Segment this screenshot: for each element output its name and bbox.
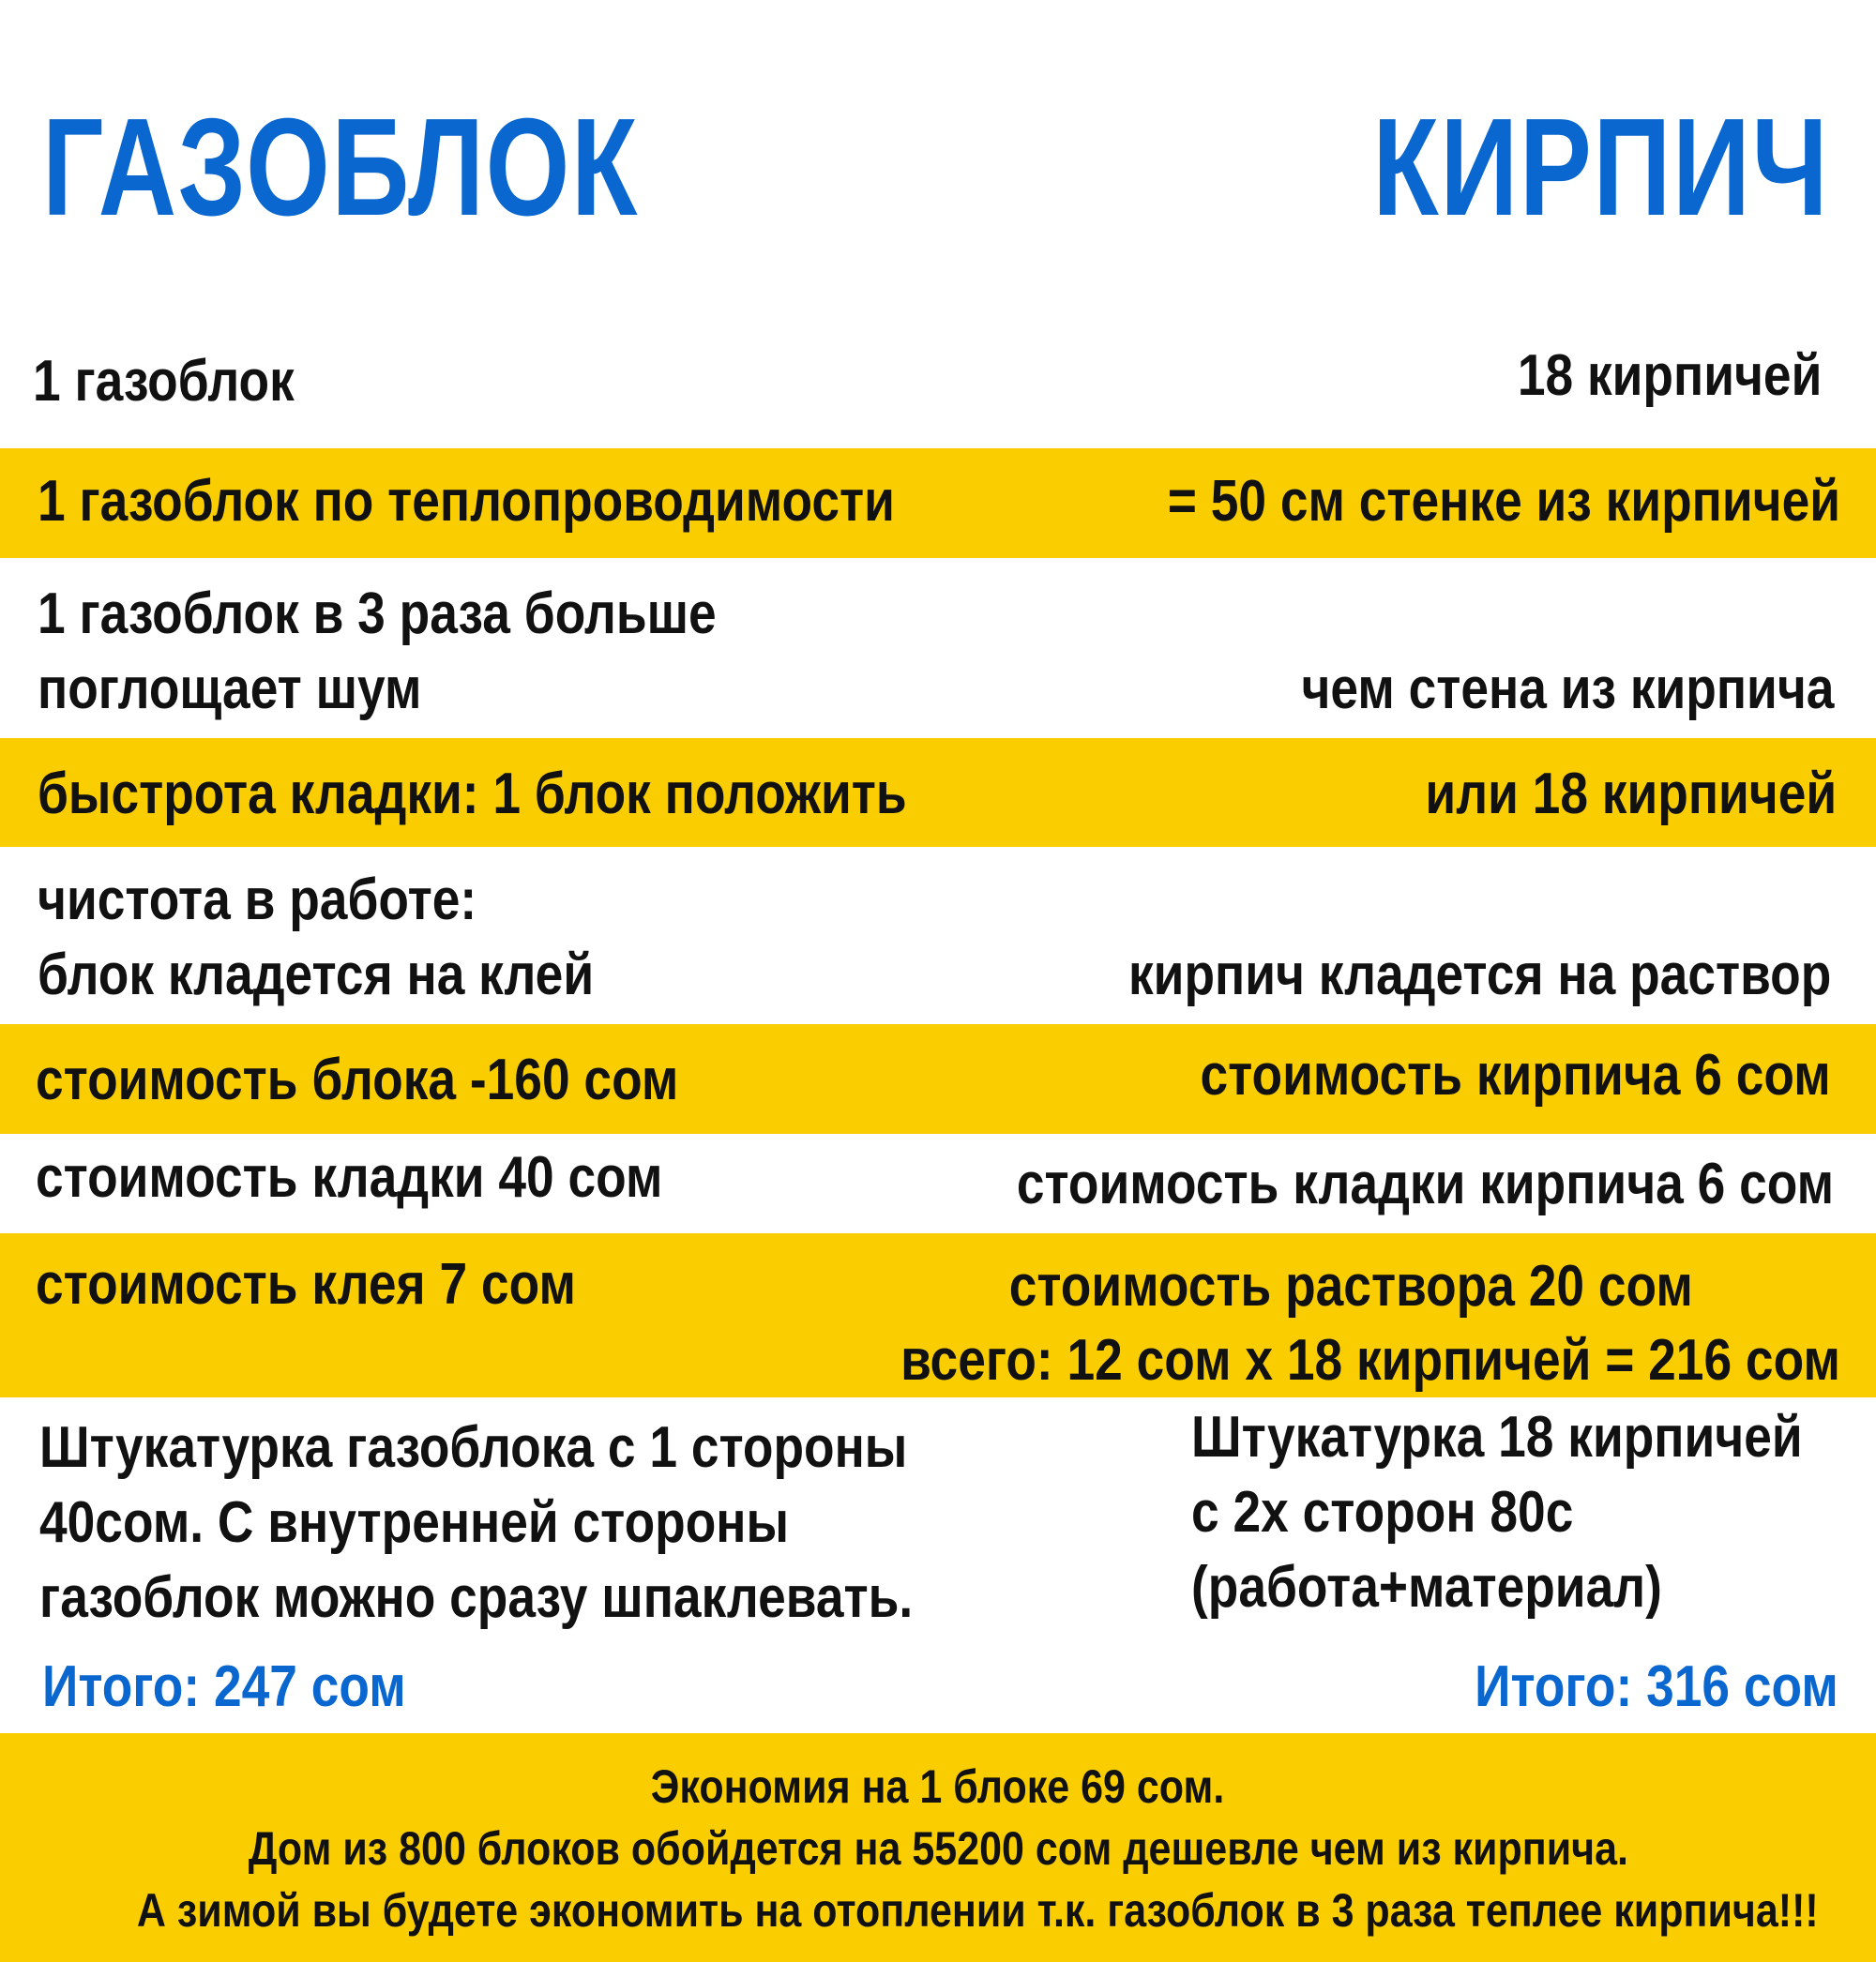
summary-line1 [0,1759,1876,1814]
plaster-right-line2: с 2х сторон 80с [1191,1480,1574,1545]
title-gasblock: ГАЗОБЛОК [42,90,639,245]
brick-count: 18 кирпичей [1517,343,1822,408]
summary-line3 [0,1883,1876,1938]
block-cost: стоимость блока -160 сом [36,1048,679,1112]
summary-line1-text: Экономия на 1 блоке 69 сом. [651,1760,1225,1813]
noise-left-line1: 1 газоблок в 3 раза больше [38,581,717,646]
plaster-left-line2: 40сом. С внутренней стороны [39,1490,790,1555]
clean-left-line1: чистота в работе: [38,868,477,932]
glue-cost: стоимость клея 7 сом [36,1252,576,1317]
speed-left: быстрота кладки: 1 блок положить [38,762,907,826]
clean-right: кирпич кладется на раствор [1127,943,1831,1007]
mortar-cost: стоимость раствора 20 сом [1008,1254,1693,1319]
speed-right: или 18 кирпичей [1425,762,1837,826]
plaster-right-line1: Штукатурка 18 кирпичей [1191,1405,1803,1470]
thermal-right: = 50 см стенке из кирпичей [1167,469,1840,534]
summary-line2 [0,1821,1876,1876]
summary-line2-text: Дом из 800 блоков обойдется на 55200 сом дешевле чем из кирпича. [248,1822,1628,1875]
summary-line3-text: А зимой вы будете экономить на отоплении т.к. газоблок в 3 раза теплее кирпича!!! [136,1884,1819,1937]
plaster-left-line1: Штукатурка газоблока с 1 стороны [39,1415,908,1480]
title-brick: КИРПИЧ [1372,90,1829,245]
gasblock-count: 1 газоблок [33,349,295,414]
plaster-left-line3: газоблок можно сразу шпаклевать. [39,1565,914,1630]
brick-laying-cost: стоимость кладки кирпича 6 сом [1016,1152,1834,1216]
thermal-left: 1 газоблок по теплопроводимости [38,469,895,534]
block-laying-cost: стоимость кладки 40 сом [36,1145,663,1210]
noise-left-line2: поглощает шум [38,657,422,721]
total-brick: Итого: 316 сом [1475,1654,1838,1719]
brick-cost: стоимость кирпича 6 сом [1200,1043,1831,1108]
total-gasblock: Итого: 247 сом [42,1654,406,1719]
noise-right: чем стена из кирпича [1301,657,1834,721]
plaster-right-line3: (работа+материал) [1191,1555,1662,1620]
brick-total: всего: 12 сом х 18 кирпичей = 216 сом [900,1328,1840,1393]
clean-left-line2: блок кладется на клей [38,943,595,1007]
